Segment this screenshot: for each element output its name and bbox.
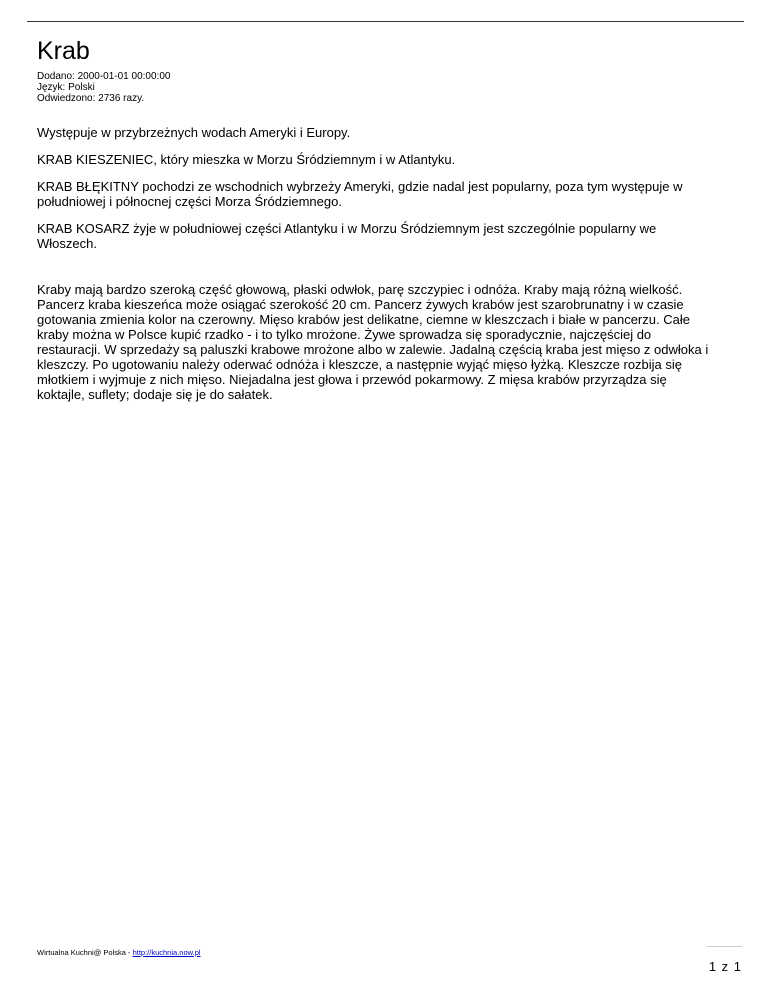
top-divider bbox=[27, 21, 744, 22]
paragraph-krab-blekitny: KRAB BŁĘKITNY pochodzi ze wschodnich wybrzeży Ameryki, gdzie nadal jest popularny, poza tym występuje w południowej i północnej części Morza Śródziemnego. bbox=[37, 179, 683, 209]
footer-divider bbox=[707, 946, 742, 947]
paragraph-krab-kieszeniec: KRAB KIESZENIEC, który mieszka w Morzu Śródziemnym i w Atlantyku. bbox=[37, 152, 456, 167]
article-meta bbox=[37, 71, 170, 104]
footer-site-link[interactable]: http://kuchnia.now.pl bbox=[132, 948, 201, 957]
page-number: 1 z 1 bbox=[708, 959, 742, 974]
meta-added: Dodano: 2000-01-01 00:00:00 bbox=[37, 71, 171, 82]
meta-visited: Odwiedzono: 2736 razy. bbox=[37, 93, 145, 104]
paragraph-intro: Występuje w przybrzeżnych wodach Ameryki i Europy. bbox=[37, 125, 351, 140]
footer bbox=[37, 948, 201, 957]
page-title: Krab bbox=[37, 37, 90, 65]
paragraph-description: Kraby mają bardzo szeroką część głowową, płaski odwłok, parę szczypiec i odnóża. Kraby mają różną wielkość. Pancerz kraba kieszeńca może osiągać szerokość 20 cm. Pancerz żywych krabów jest szarobrunatny i w czasie gotowania zmienia kolor na czerowny. Mięso krabów jest delikatne, ciemne w kleszczach i białe w pancerzu. Całe kraby można w Polsce kupić rzadko - i to tylko mrożone. Żywe sprowadza się sporadycznie, najczęściej do restauracji. W sprzedaży są paluszki krabowe mrożone albo w zalewie. Jadalną częścią kraba jest mięso z odwłoka i kleszczy. Po ugotowaniu należy oderwać odnóża i kleszcze, a następnie wyjąć mięso łyżką. Kleszcze rozbija się młotkiem i wyjmuje z nich mięso. Niejadalna jest głowa i przewód pokarmowy. Z mięsa krabów przyrządza się koktajle, suflety; dodaje się je do sałatek. bbox=[37, 282, 709, 402]
paragraph-krab-kosarz: KRAB KOSARZ żyje w południowej części Atlantyku i w Morzu Śródziemnym jest szczególnie popularny we Włoszech. bbox=[37, 221, 657, 251]
meta-language: Język: Polski bbox=[37, 82, 95, 93]
footer-site-name: Wirtualna Kuchni@ Polska - bbox=[37, 948, 133, 957]
article-body bbox=[37, 125, 717, 414]
